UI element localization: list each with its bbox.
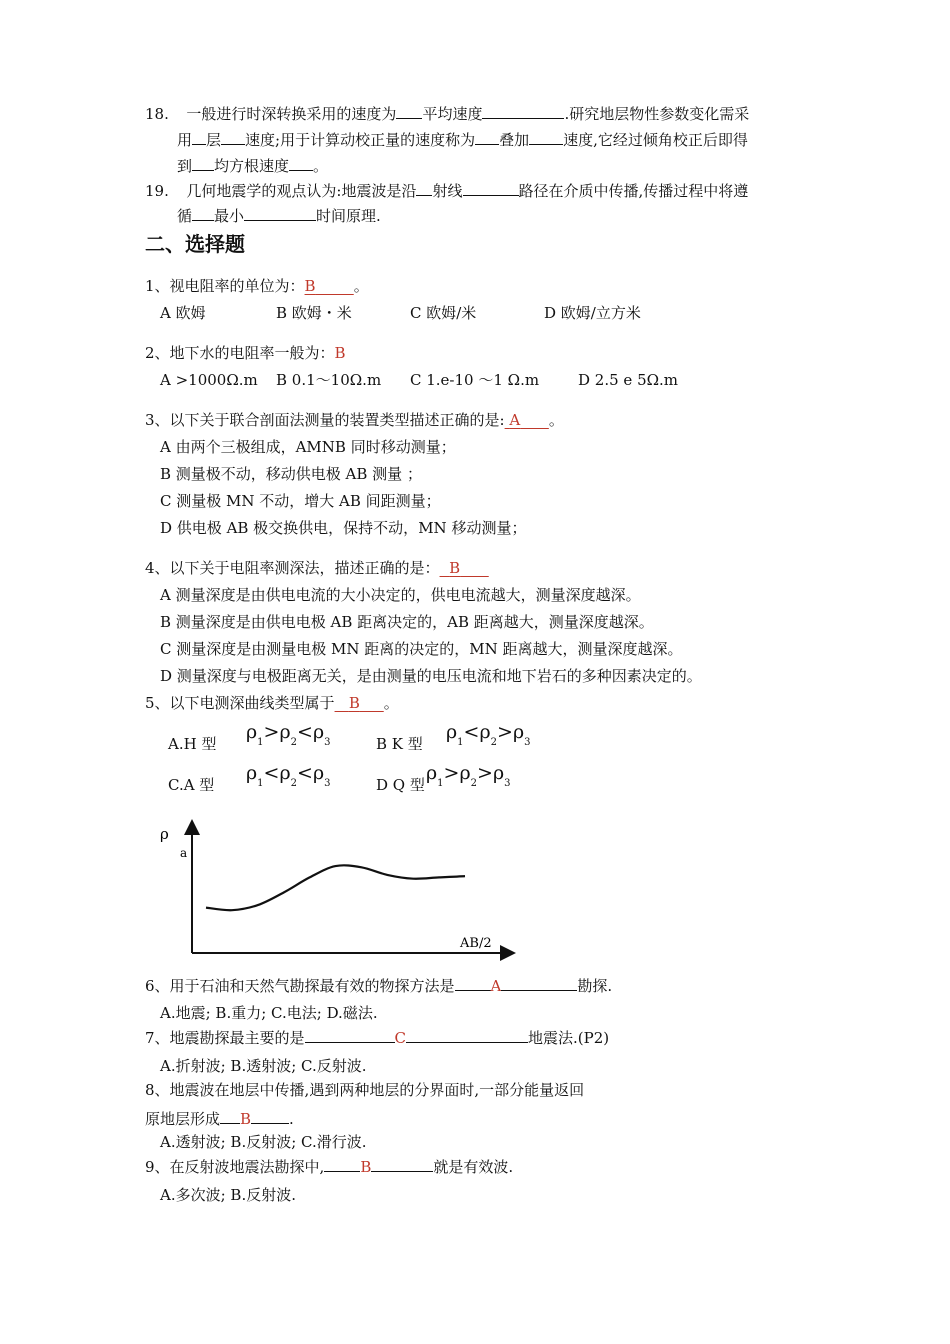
q6-end: 勘探. [577, 977, 613, 995]
q4-stem-text: 4、以下关于电阻率测深法，描述正确的是： [145, 559, 440, 577]
y-axis-label-sub: a [180, 846, 188, 860]
q18-answer-3: 叠加 [499, 131, 530, 149]
q4-option-d: D 测量深度与电极距离无关，是由测量的电压电流和地下岩石的多种因素决定的。 [160, 667, 702, 685]
q3-stem-text: 3、以下关于联合剖面法测量的装置类型描述正确的是: [145, 411, 505, 429]
q3-option-a: A 由两个三极组成，AMNB 同时移动测量； [160, 438, 456, 456]
q5-option-d-formula: $\rho_1>\rho_2>\rho_3$ [426, 762, 511, 789]
q5-option-c-label: C.A 型 [168, 776, 215, 794]
q18-answer-1: 平均速度 [422, 105, 483, 123]
q8-end: . [289, 1110, 294, 1128]
q1-stem-text: 1、视电阻率的单位为： [145, 277, 305, 295]
q3-stem [145, 409, 564, 431]
q2-option-c: C 1.e-10 ～1 Ω.m [410, 371, 540, 389]
q19-text: 几何地震学的观点认为:地震波是沿 [186, 182, 417, 200]
q3-option-d: D 供电极 AB 极交换供电，保持不动，MN 移动测量； [160, 519, 527, 537]
q3-option-b: B 测量极不动，移动供电极 AB 测量 ； [160, 465, 422, 483]
q18-text: 到 [177, 157, 193, 175]
q8-options: A.透射波; B.反射波; C.滑行波. [160, 1133, 367, 1151]
q5-stem [145, 692, 399, 714]
q9-stem-text: 9、在反射波地震法勘探中, [145, 1158, 325, 1176]
q3-option-c: C 测量极 MN 不动，增大 AB 间距测量； [160, 492, 441, 510]
q18-line2 [177, 128, 748, 151]
q7-stem [145, 1026, 609, 1049]
q9-stem [145, 1155, 513, 1178]
q19-answer-2: 最小 [214, 207, 245, 225]
q4-stem [145, 557, 489, 579]
q19-text: 路径在介质中传播,传播过程中将遵 [518, 182, 749, 200]
q19-line1 [145, 179, 748, 202]
q1-answer: B [304, 277, 316, 295]
q19-line2 [177, 204, 381, 227]
q19-number: 19. [145, 182, 169, 200]
q8-stem-line2 [145, 1107, 294, 1130]
q7-options: A.折射波; B.透射波; C.反射波. [160, 1057, 367, 1075]
y-axis-label: ρ [160, 825, 169, 843]
q8-answer: B [240, 1110, 252, 1128]
q18-text: 。 [313, 157, 329, 175]
q1-option-a: A 欧姆 [160, 304, 206, 322]
q3-end: 。 [548, 411, 564, 429]
q5-stem-text: 5、以下电测深曲线类型属于 [145, 694, 335, 712]
q1-stem [145, 275, 369, 297]
q6-options: A.地震; B.重力; C.电法; D.磁法. [160, 1004, 378, 1022]
q5-option-a-label: A.H 型 [168, 735, 217, 753]
q7-answer: C [394, 1029, 407, 1047]
q2-option-b: B 0.1～10Ω.m [276, 371, 382, 389]
q4-option-c: C 测量深度是由测量电极 MN 距离的决定的，MN 距离越大，测量深度越深。 [160, 640, 683, 658]
q1-end: 。 [353, 277, 369, 295]
q2-answer: B [334, 344, 346, 362]
x-axis-label: AB/2 [460, 936, 492, 951]
q9-answer: B [360, 1158, 372, 1176]
q7-end: 地震法.(P2) [528, 1029, 610, 1047]
q5-end: 。 [383, 694, 399, 712]
q18-line3 [177, 154, 328, 177]
q6-answer: A [490, 977, 502, 995]
q19-text: 时间原理. [316, 207, 381, 225]
sounding-curve-chart [150, 815, 520, 965]
q4-option-a: A 测量深度是由供电电流的大小决定的，供电电流越大，测量深度越深。 [160, 586, 641, 604]
q5-option-b-formula: $\rho_1<\rho_2>\rho_3$ [446, 721, 531, 748]
q19-text: 循 [177, 207, 193, 225]
q18-text: 速度;用于计算动校正量的速度称为 [245, 131, 476, 149]
q9-options: A.多次波; B.反射波. [160, 1186, 296, 1204]
section-title: 二、选择题 [145, 232, 245, 256]
q18-text: 一般进行时深转换采用的速度为 [186, 105, 397, 123]
q18-line1 [145, 102, 749, 125]
q8-stem-text: 原地层形成 [145, 1110, 221, 1128]
q9-end: 就是有效波. [433, 1158, 514, 1176]
q2-stem-text: 2、地下水的电阻率一般为： [145, 344, 335, 362]
q8-stem-line1: 8、地震波在地层中传播,遇到两种地层的分界面时,一部分能量返回 [145, 1081, 585, 1099]
q18-text: .研究地层物性参数变化需采 [564, 105, 750, 123]
q5-answer: B [348, 694, 360, 712]
q3-answer: A [509, 411, 521, 429]
q1-option-c: C 欧姆/米 [410, 304, 477, 322]
q2-stem [145, 342, 346, 364]
q18-text: 用 [177, 131, 193, 149]
q5-option-c-formula: $\rho_1<\rho_2<\rho_3$ [246, 762, 331, 789]
q6-stem [145, 974, 612, 997]
q18-number: 18. [145, 105, 169, 123]
q5-option-b-label: B K 型 [376, 735, 423, 753]
q5-option-d-label: D Q 型 [376, 776, 425, 794]
q1-option-b: B 欧姆・米 [276, 304, 352, 322]
q2-option-a: A >1000Ω.m [160, 371, 258, 389]
q2-option-d: D 2.5 e 5Ω.m [578, 371, 679, 389]
q19-answer-1: 射线 [432, 182, 463, 200]
q18-answer-2: 层 [206, 131, 222, 149]
q1-option-d: D 欧姆/立方米 [544, 304, 641, 322]
q4-option-b: B 测量深度是由供电电极 AB 距离决定的，AB 距离越大，测量深度越深。 [160, 613, 654, 631]
q18-text: 速度,它经过倾角校正后即得 [563, 131, 748, 149]
q4-answer: B [449, 559, 461, 577]
q7-stem-text: 7、地震勘探最主要的是 [145, 1029, 305, 1047]
q5-option-a-formula: $\rho_1>\rho_2<\rho_3$ [246, 721, 331, 748]
q6-stem-text: 6、用于石油和天然气勘探最有效的物探方法是 [145, 977, 455, 995]
series-line [206, 865, 465, 910]
q18-answer-4: 均方根速度 [214, 157, 290, 175]
